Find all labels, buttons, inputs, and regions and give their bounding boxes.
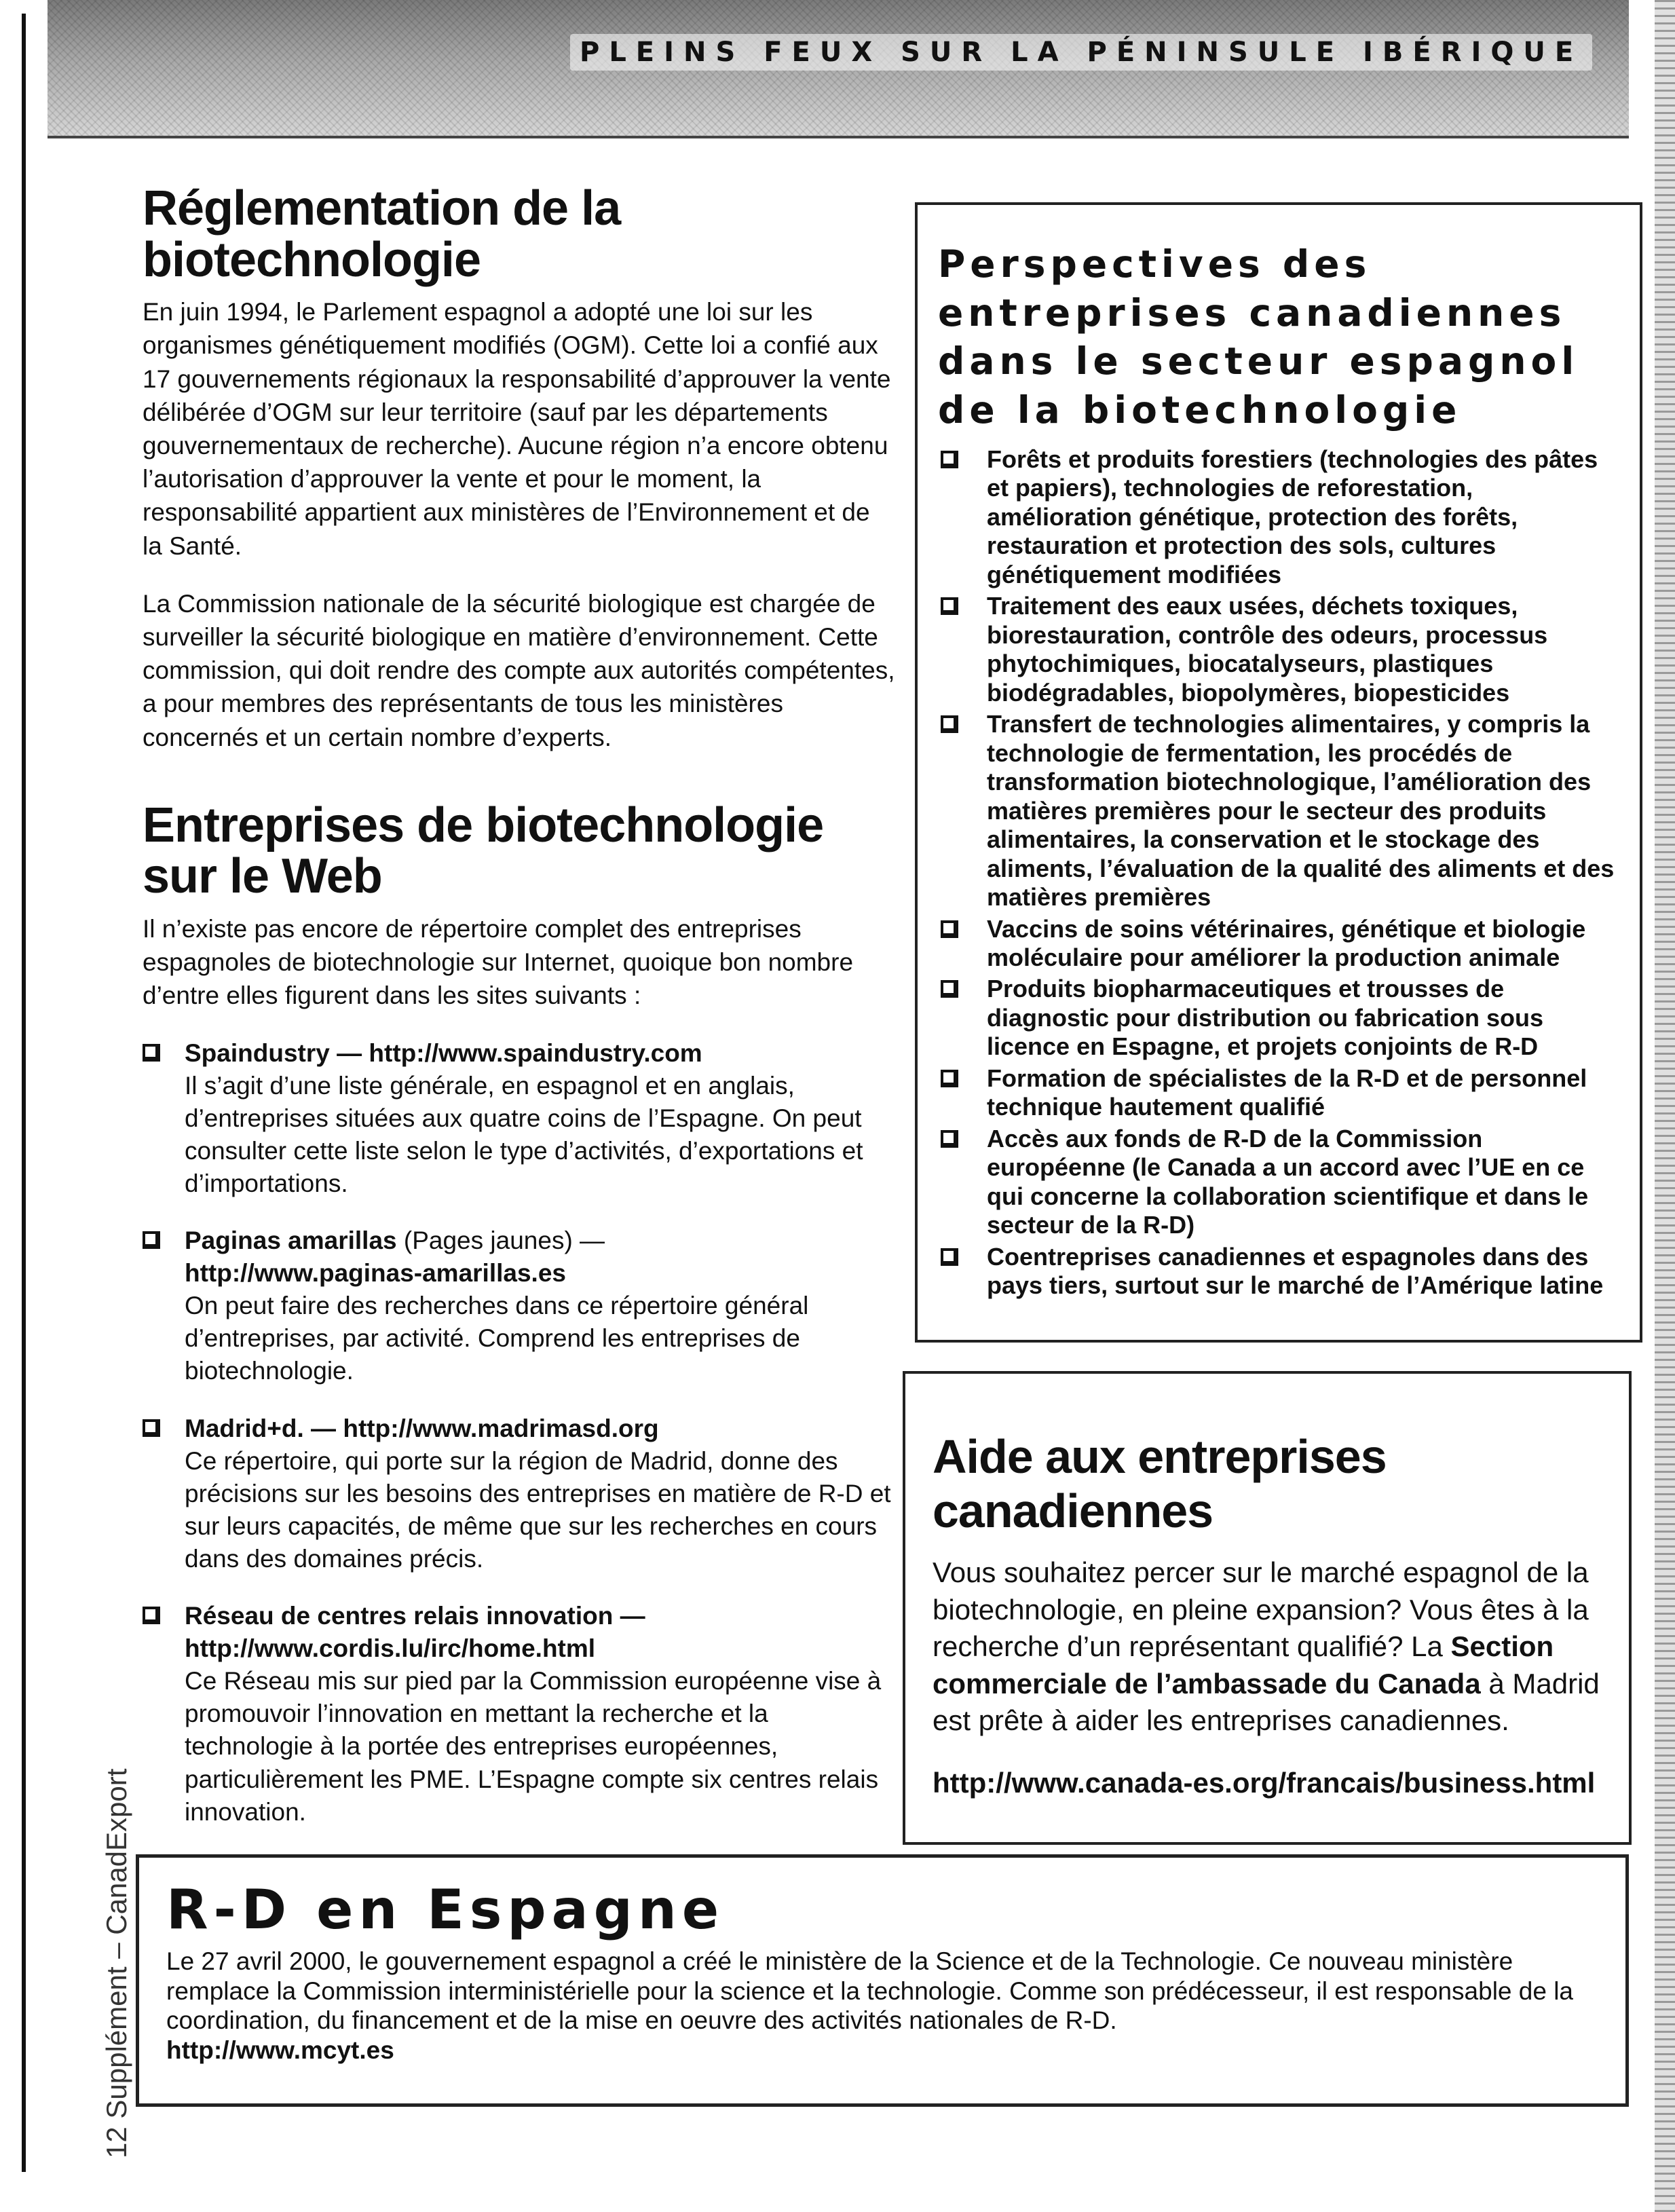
perspectives-box [915, 202, 1642, 1343]
list-item [938, 1064, 1617, 1122]
checkbox-icon [941, 715, 958, 733]
banner-title: PLEINS FEUX SUR LA PÉNINSULE IBÉRIQUE [570, 34, 1592, 71]
list-item-text: Transfert de technologies alimentaires, y compris la technologie de fermentation, les procédés de transformation biotechnologique, l’amélioration des matières premières pour le secteur des produits alimentaires, la conservation et le stockage des aliments, l’évaluation de la qualité des aliments et des matières premières [987, 710, 1615, 912]
site-name: Madrid+d. [185, 1414, 304, 1442]
list-item-text: Produits biopharmaceutiques et trousses de diagnostic pour distribution ou fabrication sous licence en Espagne, et projets conjoints de R-D [987, 975, 1544, 1061]
list-item [143, 1037, 896, 1200]
reglementation-paragraph-2: La Commission nationale de la sécurité biologique est chargée de surveiller la sécurité biologique en matière d’environnement. Cette commission, qui doit rendre des compte aux autorités compétentes, a pour membres des représentants de tous les ministères concernés et un certain nombre d’experts. [143, 589, 895, 751]
list-item [938, 1243, 1617, 1300]
checkbox-icon [143, 1419, 160, 1437]
checkbox-icon [143, 1231, 160, 1249]
aide-paragraph [933, 1554, 1608, 1740]
site-url[interactable]: http://www.madrimasd.org [343, 1414, 659, 1442]
separator: — [329, 1038, 369, 1067]
site-url[interactable]: http://www.cordis.lu/irc/home.html [185, 1634, 596, 1663]
left-margin-rule [22, 14, 26, 2172]
aide-url-link[interactable]: http://www.canada-es.org/francais/business.html [933, 1766, 1596, 1799]
checkbox-icon [941, 451, 958, 468]
perspectives-list [938, 445, 1617, 1300]
reglementation-paragraph-1: En juin 1994, le Parlement espagnol a adopté une loi sur les organismes génétiquement modifiés (OGM). Cette loi a confié aux 17 gouvernements régionaux la responsabilité d’approuver la vente délibérée d’OGM sur leur territoire (sauf par les départements gouvernementaux de recherche). Aucune région n’a encore obtenu l’autorisation d’approuver la vente et pour le moment, la responsabilité appartient aux ministères de l’Environnement et de la Santé. [143, 298, 891, 560]
rd-body-text: Le 27 avril 2000, le gouvernement espagnol a créé le ministère de la Science et de la Technologie. Ce nouveau ministère remplace la Commission interministérielle pour la science et la technologie. Comme son prédécesseur, il est responsable de la coordination, du financement et de la mise en oeuvre des activités nationales de R-D. [166, 1947, 1574, 2035]
list-item [938, 915, 1617, 973]
checkbox-icon [143, 1044, 160, 1062]
section-title-web: Entreprises de biotechnologie sur le Web [143, 798, 824, 904]
list-item [938, 710, 1617, 912]
site-name: Spaindustry [185, 1038, 330, 1067]
section-title-reglementation: Réglementation de la biotechnologie [143, 181, 621, 287]
site-name: Réseau de centres relais innovation — [185, 1602, 645, 1630]
checkbox-icon [941, 980, 958, 998]
separator: — [303, 1414, 343, 1442]
checkbox-icon [143, 1607, 160, 1624]
list-item [143, 1600, 896, 1829]
web-intro: Il n’existe pas encore de répertoire complet des entreprises espagnoles de biotechnologie sur Internet, quoique bon nombre d’entre elles figurent dans les sites suivants : [143, 915, 854, 1010]
checkbox-icon [941, 1248, 958, 1266]
site-description: Il s’agit d’une liste générale, en espagnol et en anglais, d’entreprises situées aux quatre coins de l’Espagne. On peut consulter cette liste selon le type d’activités, d’exportations et d’importations. [185, 1071, 863, 1197]
checkbox-icon [941, 920, 958, 938]
list-item [938, 975, 1617, 1061]
checkbox-icon [941, 1070, 958, 1087]
list-item [938, 445, 1617, 589]
rd-paragraph [166, 1947, 1598, 2065]
checkbox-icon [941, 597, 958, 615]
site-description: Ce Réseau mis sur pied par la Commission européenne vise à promouvoir l’innovation en mettant la recherche et la technologie à la portée des entreprises européennes, particulièrement les PME. L’Espagne compte six centres relais innovation. [185, 1667, 882, 1826]
site-url[interactable]: http://www.spaindustry.com [369, 1038, 702, 1067]
aide-text-before: Vous souhaitez percer sur le marché espagnol de la biotechnologie, en pleine expansion? Vous êtes à la recherche d’un représentant qualifié? La [933, 1556, 1589, 1663]
site-name: Paginas amarillas [185, 1226, 397, 1255]
site-description: Ce répertoire, qui porte sur la région de Madrid, donne des précisions sur les besoins des entreprises en matière de R-D et sur leurs capacités, de même que sur les recherches en cours dans des domaines précis. [185, 1446, 891, 1573]
list-item [143, 1224, 896, 1387]
aide-strong: Section commerciale de l’ambassade du Canada [933, 1630, 1554, 1700]
list-item [938, 592, 1617, 707]
checkbox-icon [941, 1130, 958, 1148]
list-item [938, 1125, 1617, 1240]
site-description: On peut faire des recherches dans ce répertoire général d’entreprises, par activité. Comprend les entreprises de biotechnologie. [185, 1292, 809, 1385]
aide-box [903, 1371, 1632, 1845]
aide-text-after: à Madrid est prête à aider les entreprises canadiennes. [933, 1667, 1600, 1737]
aide-title: Aide aux entreprises canadiennes [933, 1430, 1387, 1537]
perspectives-title: Perspectives des entreprises canadiennes dans le secteur espagnol de la biotechnologie [938, 242, 1579, 432]
list-item [143, 1412, 896, 1575]
rd-url-link[interactable]: http://www.mcyt.es [166, 2036, 394, 2064]
header-banner [48, 0, 1629, 138]
list-item-text: Accès aux fonds de R-D de la Commission européenne (le Canada a un accord avec l’UE en ce qui concerne la collaboration scientifique et dans le secteur de la R-D) [987, 1124, 1589, 1239]
left-column [143, 183, 896, 1853]
web-directory-list [143, 1037, 896, 1829]
rd-title: R-D en Espagne [166, 1878, 725, 1941]
site-url[interactable]: http://www.paginas-amarillas.es [185, 1259, 566, 1288]
list-item-text: Formation de spécialistes de la R-D et de personnel technique hautement qualifié [987, 1064, 1587, 1121]
list-item-text: Forêts et produits forestiers (technologies des pâtes et papiers), technologies de reforestation, amélioration génétique, protection des forêts, restauration et protection des sols, cultures génétiquement modifiées [987, 445, 1598, 588]
list-item-text: Vaccins de soins vétérinaires, génétique et biologie moléculaire pour améliorer la production animale [987, 914, 1586, 971]
site-name-note: (Pages jaunes) — [396, 1226, 605, 1255]
page-footer-label: 12 Supplément – CanadExport [100, 1768, 132, 2158]
list-item-text: Coentreprises canadiennes et espagnoles dans des pays tiers, surtout sur le marché de l’Amérique latine [987, 1242, 1604, 1300]
scan-edge [1655, 0, 1675, 2212]
list-item-text: Traitement des eaux usées, déchets toxiques, biorestauration, contrôle des odeurs, processus phytochimiques, biocatalyseurs, plastiques biodégradables, biopolymères, biopesticides [987, 592, 1548, 707]
rd-box [136, 1854, 1629, 2107]
